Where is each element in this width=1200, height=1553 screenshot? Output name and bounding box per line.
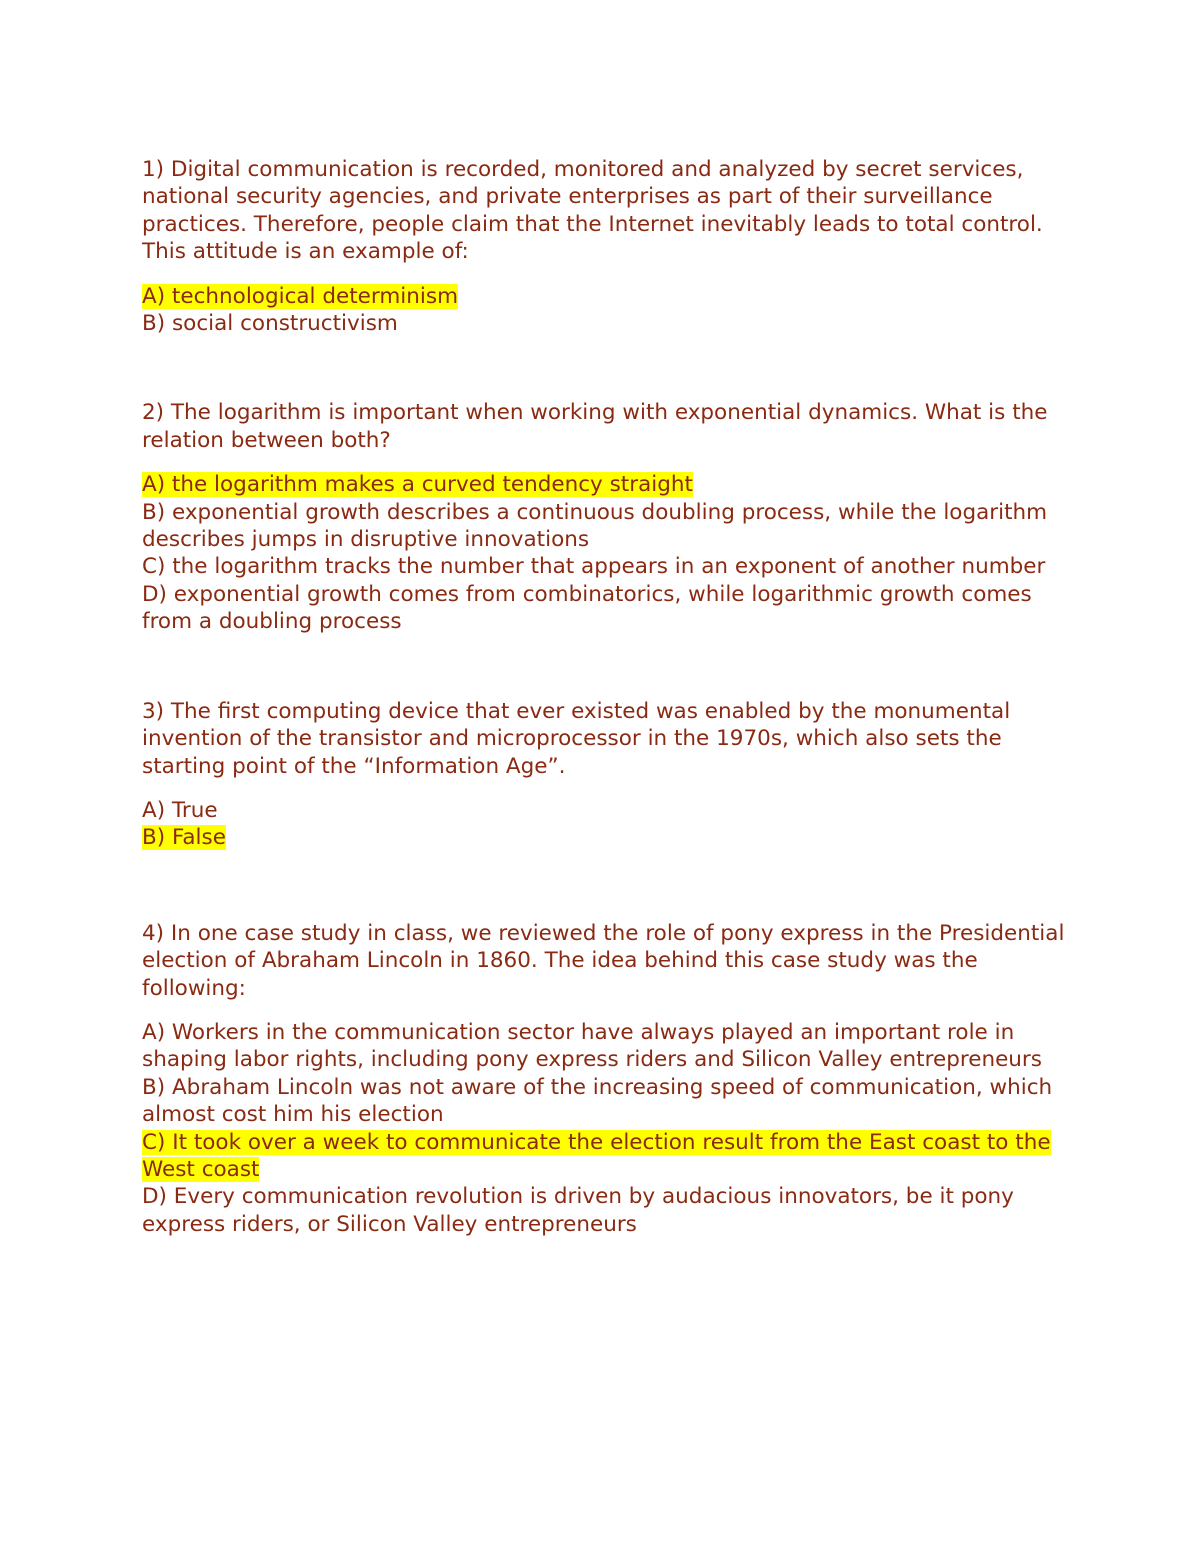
document-page [142,156,1072,1238]
question-2 [142,399,1072,635]
spacer [142,636,1072,698]
answer-option-a [142,283,1072,310]
question-3 [142,698,1072,852]
answer-option-d: D) Every communication revolution is driven by audacious innovators, be it pony express riders, or Silicon Valley entrepreneurs [142,1184,1014,1237]
answer-option-c: C) the logarithm tracks the number that appears in an exponent of another number [142,554,1046,580]
question-text: 1) Digital communication is recorded, monitored and analyzed by secret services, national security agencies, and private enterprises as part of their surveillance practices. Therefore, people claim that the Internet inevitably leads to total control. This attitude is an example of: [142,157,1043,265]
answer-option-b: B) exponential growth describes a continuous doubling process, while the logarithm describes jumps in disruptive innovations [142,499,1048,553]
spacer [142,852,1072,920]
answer-option-b [142,824,1072,851]
answer-option-a: A) True [142,797,218,823]
answer-option-b: B) social constructivism [142,311,398,337]
answer-options [142,283,1072,338]
answer-options [142,797,1072,852]
answer-option-b: B) Abraham Lincoln was not aware of the increasing speed of communication, which almost cost him his election [142,1074,1053,1128]
answer-option-a: A) Workers in the communication sector have always played an important role in shaping labor rights, including pony express riders and Silicon Valley entrepreneurs [142,1019,1042,1073]
highlighted-answer: A) the logarithm makes a curved tendency straight [142,472,693,498]
question-4 [142,920,1072,1238]
answer-options [142,471,1072,635]
question-text: 2) The logarithm is important when working with exponential dynamics. What is the relation between both? [142,400,1048,453]
spacer [142,337,1072,399]
answer-option-c [142,1129,1072,1184]
answer-option-d: D) exponential growth comes from combinatorics, while logarithmic growth comes from a doubling process [142,581,1032,635]
question-text: 3) The first computing device that ever existed was enabled by the monumental invention of the transistor and microprocessor in the 1970s, which also sets the starting point of the “Information Age”. [142,698,1011,779]
highlighted-answer: B) False [142,825,226,851]
answer-options [142,1019,1072,1238]
answer-option-a [142,471,1072,498]
highlighted-answer: C) It took over a week to communicate the election result from the East coast to the West coast [142,1129,1051,1182]
question-text: 4) In one case study in class, we reviewed the role of pony express in the Presidential election of Abraham Lincoln in 1860. The idea behind this case study was the following: [142,920,1065,1001]
highlighted-answer: A) technological determinism [142,283,459,309]
question-1 [142,156,1072,337]
